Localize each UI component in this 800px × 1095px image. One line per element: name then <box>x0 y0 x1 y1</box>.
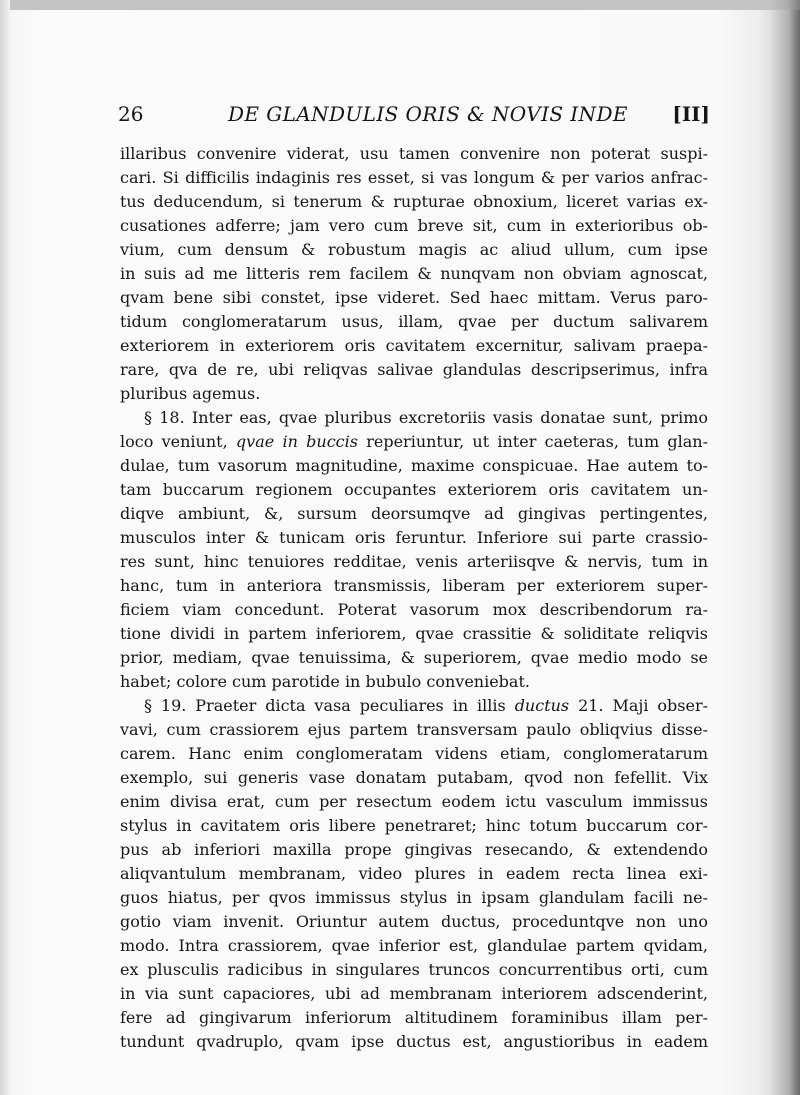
text-line: exteriorem in exteriorem oris cavitatem excernitur, salivam praepa- <box>120 336 708 355</box>
text-line: pus ab inferiori maxilla prope gingivas resecando, & extendendo <box>120 840 708 859</box>
text-fragment: reperiuntur, ut inter caeteras, tum glan- <box>366 432 708 451</box>
text-line: in suis ad me litteris rem facilem & nunqvam non obviam agnoscat, <box>120 264 708 283</box>
text-fragment: § 19. Praeter dicta vasa peculiares in illis <box>144 696 506 715</box>
text-line: cusationes adferre; jam vero cum breve sit, cum in exterioribus ob- <box>120 216 708 235</box>
text-line: in via sunt capaciores, ubi ad membranam interiorem adscenderint, <box>120 984 708 1003</box>
text-line: illaribus convenire viderat, usu tamen convenire non poterat suspi- <box>120 144 708 163</box>
text-line: ficiem viam concedunt. Poterat vasorum mox describendorum ra- <box>120 600 708 619</box>
text-line: tus deducendum, si tenerum & rupturae obnoxium, liceret varias ex- <box>120 192 708 211</box>
text-line: gotio viam invenit. Oriuntur autem ductus, proceduntqve non uno <box>120 912 708 931</box>
text-line: musculos inter & tunicam oris feruntur. Inferiore sui parte crassio- <box>120 528 708 547</box>
text-fragment: 21. Maji obser- <box>578 696 708 715</box>
text-line: modo. Intra crassiorem, qvae inferior est, glandulae partem qvidam, <box>120 936 708 955</box>
text-line: fere ad gingivarum inferiorum altitudinem foraminibus illam per- <box>120 1008 708 1027</box>
text-line: dulae, tum vasorum magnitudine, maxime conspicuae. Hae autem to- <box>120 456 708 475</box>
text-line: pluribus agemus. <box>120 384 261 403</box>
text-line: tidum conglomeratarum usus, illam, qvae per ductum salivarem <box>120 312 708 331</box>
italic-term: qvae in buccis <box>235 432 358 451</box>
paragraph-section-19 <box>120 694 708 718</box>
text-line: tam buccarum regionem occupantes exteriorem oris cavitatem un- <box>120 480 708 499</box>
running-header <box>118 102 710 130</box>
text-line: enim divisa erat, cum per resectum eodem ictu vasculum immissus <box>120 792 708 811</box>
paragraph-section-18: § 18. Inter eas, qvae pluribus excretoriis vasis donatae sunt, primo <box>144 408 708 427</box>
text-line: stylus in cavitatem oris libere penetraret; hinc totum buccarum cor- <box>120 816 708 835</box>
page-gutter-shadow <box>770 0 800 1095</box>
text-line: hanc, tum in anteriora transmissis, liberam per exteriorem super- <box>120 576 708 595</box>
body-text <box>120 142 708 1054</box>
text-line: rare, qva de re, ubi reliqvas salivae glandulas descripserimus, infra <box>120 360 708 379</box>
text-line: tione dividi in partem inferiorem, qvae crassitie & soliditate reliqvis <box>120 624 708 643</box>
text-line: tundunt qvadruplo, qvam ipse ductus est, angustioribus in eadem <box>120 1032 708 1051</box>
text-line-with-italic <box>120 430 708 454</box>
running-title: DE GLANDULIS ORIS & NOVIS INDE <box>228 102 628 126</box>
text-line: ex plusculis radicibus in singulares truncos concurrentibus orti, cum <box>120 960 708 979</box>
text-line: carem. Hanc enim conglomeratam videns etiam, conglomeratarum <box>120 744 708 763</box>
text-line: vium, cum densum & robustum magis ac aliud ullum, cum ipse <box>120 240 708 259</box>
left-scan-edge <box>0 0 10 1095</box>
text-line: exemplo, sui generis vase donatam putabam, qvod non fefellit. Vix <box>120 768 708 787</box>
text-line: aliqvantulum membranam, video plures in eadem recta linea exi- <box>120 864 708 883</box>
text-line: prior, mediam, qvae tenuissima, & superiorem, qvae medio modo se <box>120 648 708 667</box>
text-line: cari. Si difficilis indaginis res esset, si vas longum & per varios anfrac- <box>120 168 708 187</box>
section-number: [II] <box>672 102 710 126</box>
text-line: qvam bene sibi constet, ipse videret. Sed haec mittam. Verus paro- <box>120 288 708 307</box>
text-line: habet; colore cum parotide in bubulo conveniebat. <box>120 672 530 691</box>
text-fragment: loco veniunt, <box>120 432 228 451</box>
text-line: diqve ambiunt, &, sursum deorsumqve ad gingivas pertingentes, <box>120 504 708 523</box>
text-line: res sunt, hinc tenuiores redditae, venis arteriisqve & nervis, tum in <box>120 552 708 571</box>
page-number: 26 <box>118 102 144 126</box>
text-line: vavi, cum crassiorem ejus partem transversam paulo obliqvius disse- <box>120 720 708 739</box>
text-line: guos hiatus, per qvos immissus stylus in ipsam glandulam facili ne- <box>120 888 708 907</box>
top-scan-edge <box>0 0 800 10</box>
italic-term: ductus <box>514 696 570 715</box>
